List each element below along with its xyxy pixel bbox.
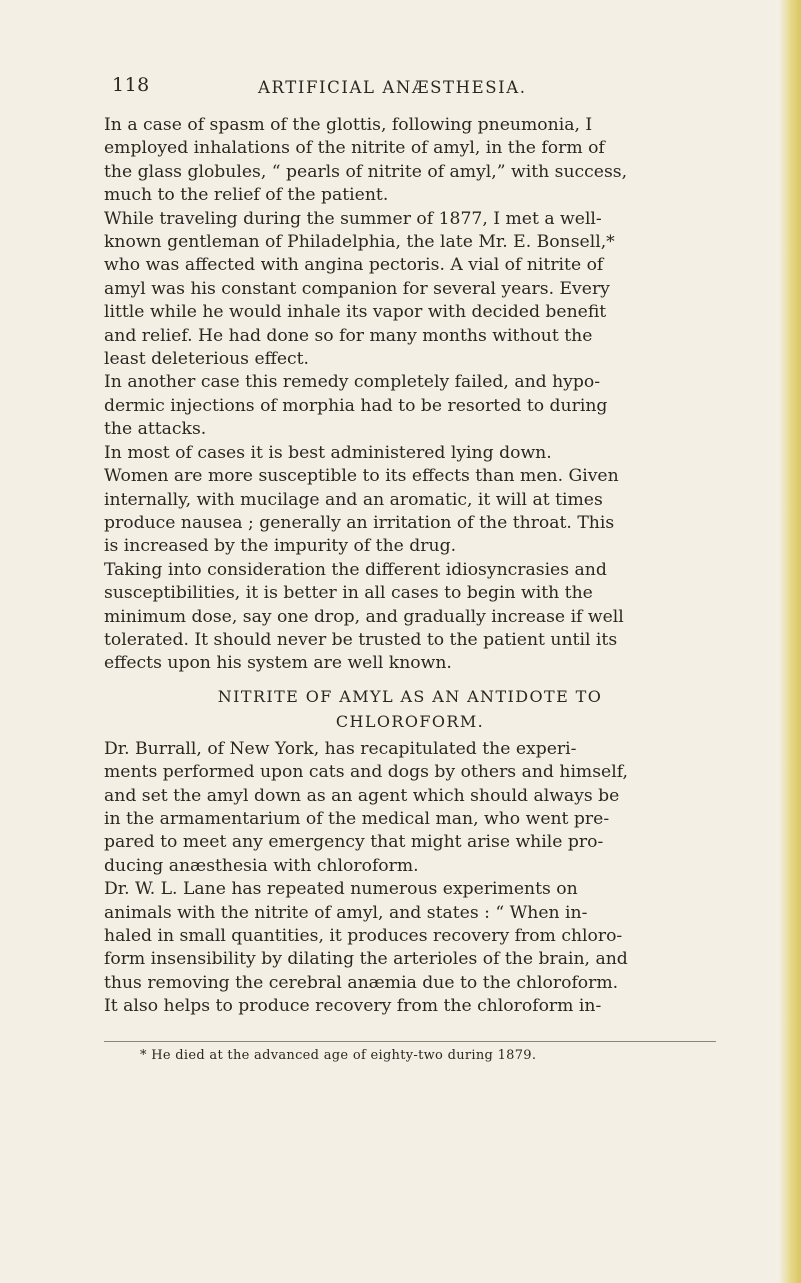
text-line: In a case of spasm of the glottis, following pneumonia, I <box>104 115 593 135</box>
text-line: While traveling during the summer of 1877, I met a well- <box>104 208 602 229</box>
text-line: susceptibilities, it is better in all cases to begin with the <box>104 583 593 604</box>
text-line: much to the relief of the patient. <box>104 185 389 206</box>
text-line: ducing anæsthesia with chloroform. <box>104 855 419 876</box>
page-number: 118 <box>112 74 150 96</box>
text-line: least deleterious effect. <box>104 349 309 370</box>
paragraph <box>104 114 716 208</box>
paragraph <box>104 442 716 559</box>
paragraph <box>104 208 716 372</box>
text-line: and set the amyl down as an agent which should always be <box>104 785 620 806</box>
section-heading-line: CHLOROFORM. <box>335 711 485 731</box>
text-line: little while he would inhale its vapor with decided benefit <box>104 302 607 323</box>
running-head: ARTIFICIAL ANÆSTHESIA. <box>258 78 527 97</box>
text-line: animals with the nitrite of amyl, and states : “ When in- <box>104 902 588 923</box>
footnote-rule <box>104 1041 716 1042</box>
body-text <box>104 114 716 1019</box>
text-line: who was affected with angina pectoris. A vial of nitrite of <box>104 255 604 276</box>
text-line: form insensibility by dilating the arterioles of the brain, and <box>104 949 628 970</box>
text-line: in the armamentarium of the medical man, who went pre- <box>104 808 610 829</box>
text-line: Taking into consideration the different idiosyncrasies and <box>104 559 607 580</box>
text-line: dermic injections of morphia had to be resorted to during <box>104 395 608 416</box>
text-line: employed inhalations of the nitrite of amyl, in the form of <box>104 138 605 159</box>
section-heading-line: NITRITE OF AMYL AS AN ANTIDOTE TO <box>217 686 603 706</box>
text-line: Women are more susceptible to its effects than men. Given <box>104 466 619 487</box>
paragraph <box>104 559 716 676</box>
text-line: amyl was his constant companion for several years. Every <box>104 278 610 299</box>
paragraph <box>104 878 716 1018</box>
text-line: and relief. He had done so for many months without the <box>104 325 593 346</box>
text-line: the attacks. <box>104 419 207 440</box>
text-line: internally, with mucilage and an aromatic, it will at times <box>104 489 603 510</box>
paragraph <box>104 371 716 441</box>
paragraph <box>104 738 716 878</box>
text-line: thus removing the cerebral anæmia due to the chloroform. <box>104 972 619 993</box>
section-heading <box>104 684 716 734</box>
text-line: produce nausea ; generally an irritation of the throat. This <box>104 512 615 533</box>
text-line: the glass globules, “ pearls of nitrite of amyl,” with success, <box>104 161 628 182</box>
text-line: ments performed upon cats and dogs by others and himself, <box>104 762 628 783</box>
text-line: pared to meet any emergency that might arise while pro- <box>104 832 604 853</box>
text-line: Dr. W. L. Lane has repeated numerous experiments on <box>104 879 578 900</box>
text-line: haled in small quantities, it produces recovery from chloro- <box>104 926 623 946</box>
page-edge <box>779 0 801 1283</box>
text-line: It also helps to produce recovery from the chloroform in- <box>104 996 602 1017</box>
text-line: In most of cases it is best administered lying down. <box>104 442 552 463</box>
text-line: tolerated. It should never be trusted to the patient until its <box>104 629 618 650</box>
text-line: minimum dose, say one drop, and gradually increase if well <box>104 606 624 627</box>
text-line: Dr. Burrall, of New York, has recapitulated the experi- <box>104 738 577 759</box>
footnote: * He died at the advanced age of eighty-two during 1879. <box>140 1048 537 1063</box>
text-line: effects upon his system are well known. <box>104 653 452 674</box>
text-line: known gentleman of Philadelphia, the late Mr. E. Bonsell,* <box>104 232 615 253</box>
text-line: In another case this remedy completely failed, and hypo- <box>104 372 601 393</box>
text-line: is increased by the impurity of the drug. <box>104 536 457 557</box>
